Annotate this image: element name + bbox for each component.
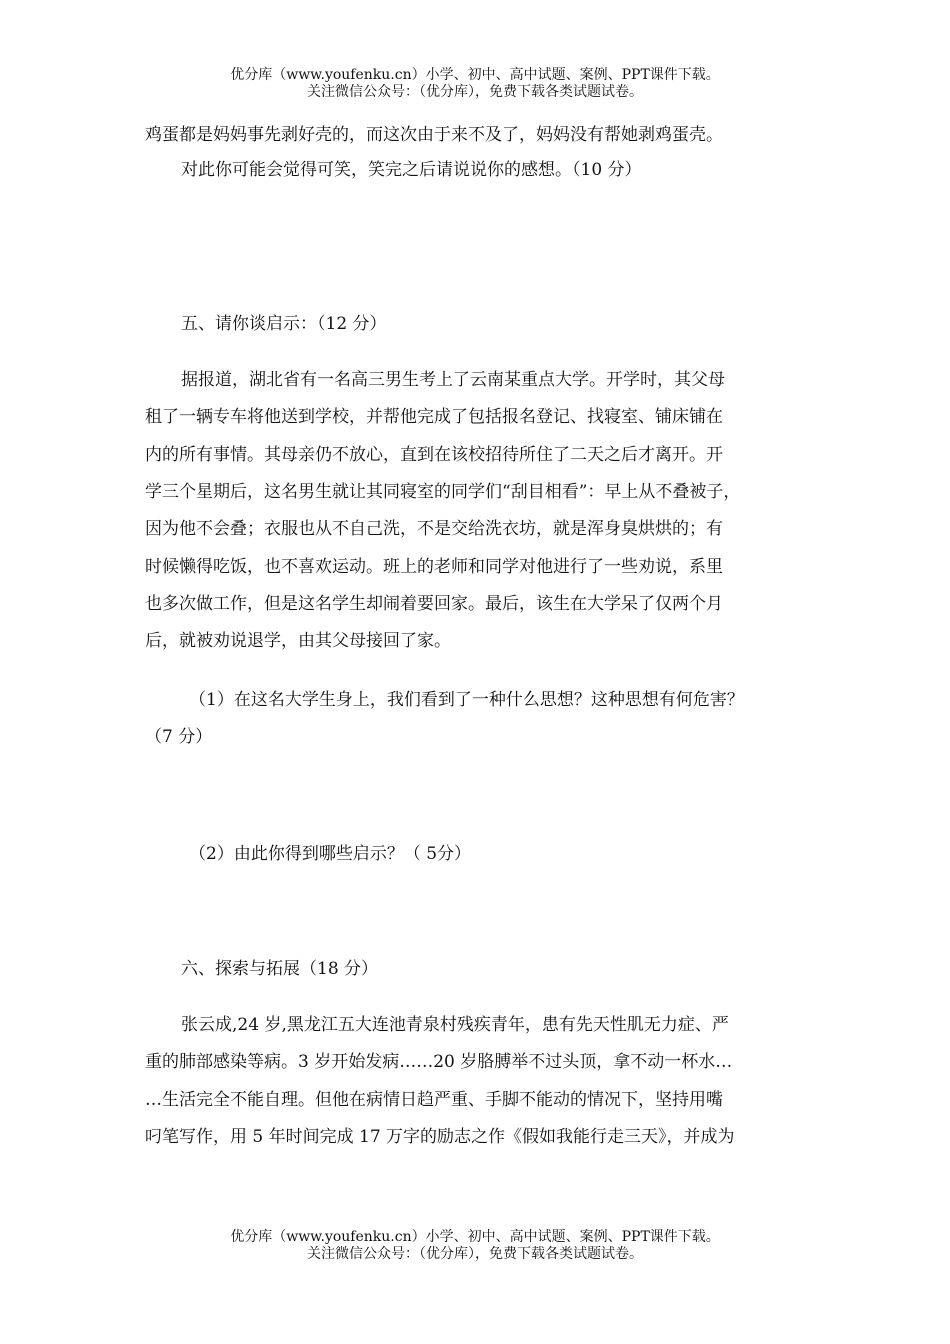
paragraph-line: 租了一辆专车将他送到学校，并帮他完成了包括报名登记、找寝室、铺床铺在 <box>145 407 723 427</box>
paragraph-line: 张云成,24 岁,黑龙江五大连池青泉村残疾青年，患有先天性肌无力症、严 <box>181 1015 729 1035</box>
paragraph-line: 重的肺部感染等病。3 岁开始发病……20 岁胳膊举不过头顶，拿不动一杯水… <box>145 1052 733 1072</box>
section-5-title: 五、请你谈启示：（12 分） <box>181 314 387 334</box>
paragraph-line: 也多次做工作，但是这名学生却闹着要回家。最后，该生在大学呆了仅两个月 <box>145 594 723 614</box>
paragraph-line: 叼笔写作，用 5 年时间完成 17 万字的励志之作《假如我能行走三天》，并成为 <box>145 1127 735 1147</box>
section-6-title: 六、探索与拓展（18 分） <box>181 959 379 979</box>
header-line-2: 关注微信公众号：（优分库），免费下载各类试题试卷。 <box>307 84 643 100</box>
section-5-question-1: （1）在这名大学生身上，我们看到了一种什么思想？这种思想有何危害？ <box>189 690 744 710</box>
paragraph-line: …生活完全不能自理。但他在病情日趋严重、手脚不能动的情况下，坚持用嘴 <box>145 1090 723 1110</box>
paragraph-line: 内的所有事情。其母亲仍不放心，直到在该校招待所住了二天之后才离开。开 <box>145 445 723 465</box>
paragraph-line: 学三个星期后，这名男生就让其同寝室的同学们“刮目相看”：早上从不叠被子， <box>145 482 741 502</box>
carry-over-line: 鸡蛋都是妈妈事先剥好壳的，而这次由于来不及了，妈妈没有帮她剥鸡蛋壳。 <box>145 125 723 145</box>
paragraph-line: 后，就被劝说退学，由其父母接回了家。 <box>145 631 451 651</box>
page-footer <box>0 1229 950 1263</box>
page-header <box>0 67 950 101</box>
paragraph-line: 时候懒得吃饭，也不喜欢运动。班上的老师和同学对他进行了一些劝说，系里 <box>145 557 723 577</box>
footer-line-1: 优分库（www.youfenku.cn）小学、初中、高中试题、案例、PPT课件下载。 <box>230 1229 720 1245</box>
paragraph-line: 据报道，湖北省有一名高三男生考上了云南某重点大学。开学时，其父母 <box>181 370 725 390</box>
header-line-1: 优分库（www.youfenku.cn）小学、初中、高中试题、案例、PPT课件下载。 <box>230 67 720 83</box>
footer-line-2: 关注微信公众号：（优分库），免费下载各类试题试卷。 <box>307 1246 643 1262</box>
question-4-prompt: 对此你可能会觉得可笑，笑完之后请说说你的感想。（10 分） <box>181 160 642 180</box>
section-5-question-1-points: （7 分） <box>145 727 213 747</box>
section-5-question-2: （2）由此你得到哪些启示？（ 5分） <box>189 844 472 864</box>
paragraph-line: 因为他不会叠；衣服也从不自己洗，不是交给洗衣坊，就是浑身臭烘烘的；有 <box>145 519 723 539</box>
